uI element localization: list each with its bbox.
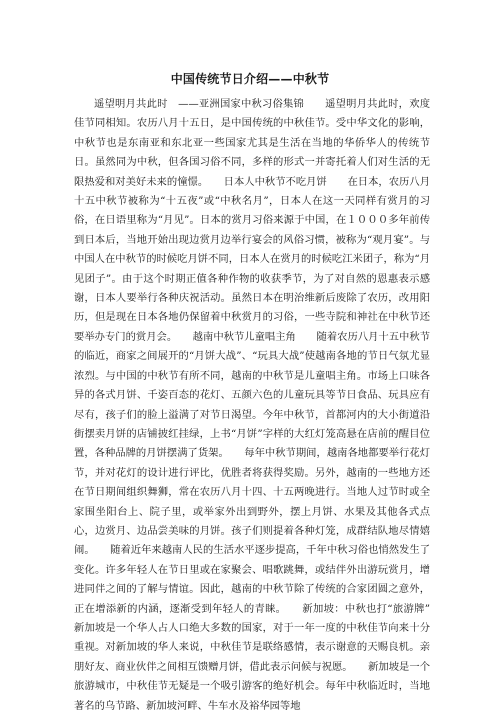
document-body: 遥望明月共此时 ——亚洲国家中秋习俗集锦 遥望明月共此时，欢度佳节同相知。农历八月十五日，是中国传统的中秋佳节。受中华文化的影响，中秋节也是东南亚和东北亚一些国家尤其是生活在当地的华侨华人的传统节日。虽然同为中秋，但各国习俗不同，多样的形式一并寄托着人们对生活的无限热爱和对美好未来的憧憬。 日本人中秋节不吃月饼 在日本，农历八月十五中秋节被称为“十五夜”或“中秋名月”，日本人在这一天同样有赏月的习俗，在日语里称为“月见”。日本的赏月习俗来源于中国，在１０００多年前传到日本后，当地开始出现边赏月边举行宴会的风俗习惯，被称为“观月宴”。与中国人在中秋节的时候吃月饼不同，日本人在赏月的时候吃江米团子，称为“月见团子”。由于这个时期正值各种作物的收获季节，为了对自然的恩惠表示感谢，日本人要举行各种庆祝活动。虽然日本在明治维新后废除了农历，改用阳历，但是现在日本各地仍保留着中秋赏月的习俗，一些寺院和神社在中秋节还要举办专门的赏月会。 越南中秋节儿童唱主角 随着农历八月十五中秋节的临近，商家之间展开的“月饼大战”、“玩具大战”使越南各地的节日气氛尤显浓烈。与中国的中秋节有所不同，越南的中秋节是儿童唱主角。市场上口味各异的各式月饼、千姿百态的花灯、五颜六色的儿童玩具等节日食品、玩具应有尽有，孩子们的脸上溢满了对节日渴望。今年中秋节，首都河内的大小街道沿街摆卖月饼的店铺披红挂绿，上书“月饼”字样的大红灯笼高悬在店前的醒目位置，各种品牌的月饼摆满了货架。 每年中秋节期间，越南各地都要举行花灯节，并对花灯的设计进行评比，优胜者将获得奖励。另外，越南的一些地方还在节日期间组织舞狮，常在农历八月十四、十五两晚进行。当地人过节时或全家围坐阳台上、院子里，或举家外出到野外，摆上月饼、水果及其他各式点心，边赏月、边品尝美味的月饼。孩子们则提着各种灯笼，成群结队地尽情嬉闹。 随着近年来越南人民的生活水平逐步提高，千年中秋习俗也悄然发生了变化。许多年轻人在节日里或在家聚会、唱歌跳舞，或结伴外出游玩赏月，增进同伴之间的了解与情谊。因此，越南的中秋节除了传统的合家团圆之意外，正在增添新的内涵，逐渐受到年轻人的青睐。 新加坡：中秋也打“旅游牌” 新加坡是一个华人占人口绝大多数的国家，对于一年一度的中秋佳节向来十分重视。对新加坡的华人来说，中秋佳节是联络感情，表示谢意的天赐良机。亲朋好友、商业伙伴之间相互馈赠月饼，借此表示问候与祝愿。 新加坡是一个旅游城市，中秋佳节无疑是一个吸引游客的绝好机会。每年中秋临近时，当地著名的乌节路、新加坡河畔、牛车水及裕华园等地 [74, 98, 451, 712]
document-title: 中国传统节日介绍——中秋节 [170, 72, 330, 86]
